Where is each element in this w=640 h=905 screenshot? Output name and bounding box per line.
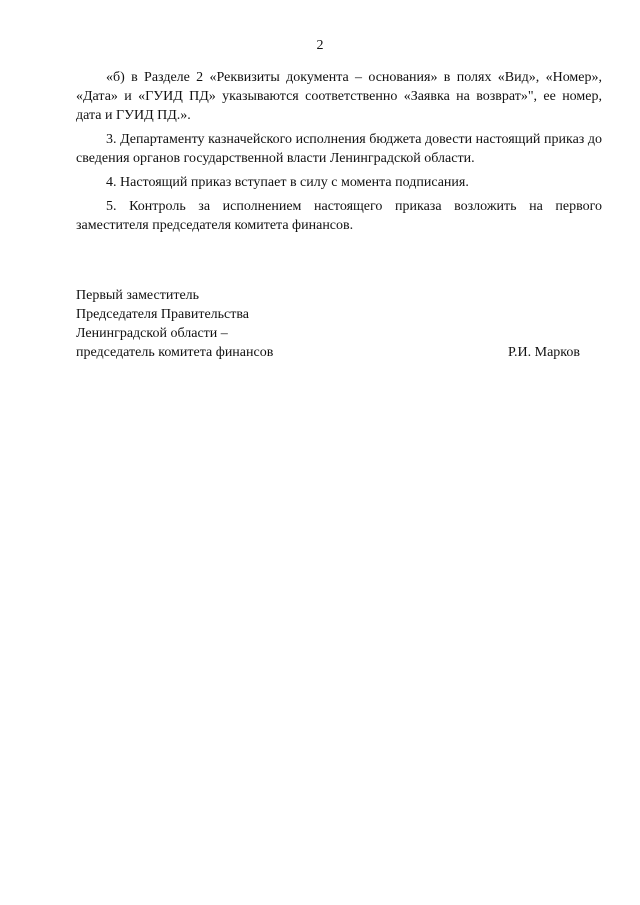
signatory-final-row [76,343,580,362]
signatory-title-line-4: председатель комитета финансов [76,345,274,360]
page-number: 2 [316,38,324,53]
paragraph-4: 4. Настоящий приказ вступает в силу с момента подписания. [106,175,469,190]
signatory-name: Р.И. Марков [507,345,580,360]
paragraph-3: 3. Департаменту казначейского исполнения бюджета довести настоящий приказ до сведения органов государственной власти Ленинградской области. [76,132,602,166]
paragraph-5: 5. Контроль за исполнением настоящего приказа возложить на первого заместителя председателя комитета финансов. [76,199,602,233]
signatory-title-line-3: Ленинградской области – [76,326,228,341]
paragraph-item-b: «б) в Разделе 2 «Реквизиты документа – основания» в полях «Вид», «Номер», «Дата» и «ГУИД ПД» указываются соответственно «Заявка на возврат»", ее номер, дата и ГУИД ПД.». [76,70,602,123]
signature-block [76,286,580,362]
document-body [76,68,602,240]
signatory-title-line-1: Первый заместитель [76,288,200,303]
signatory-title-line-2: Председателя Правительства [76,307,250,322]
